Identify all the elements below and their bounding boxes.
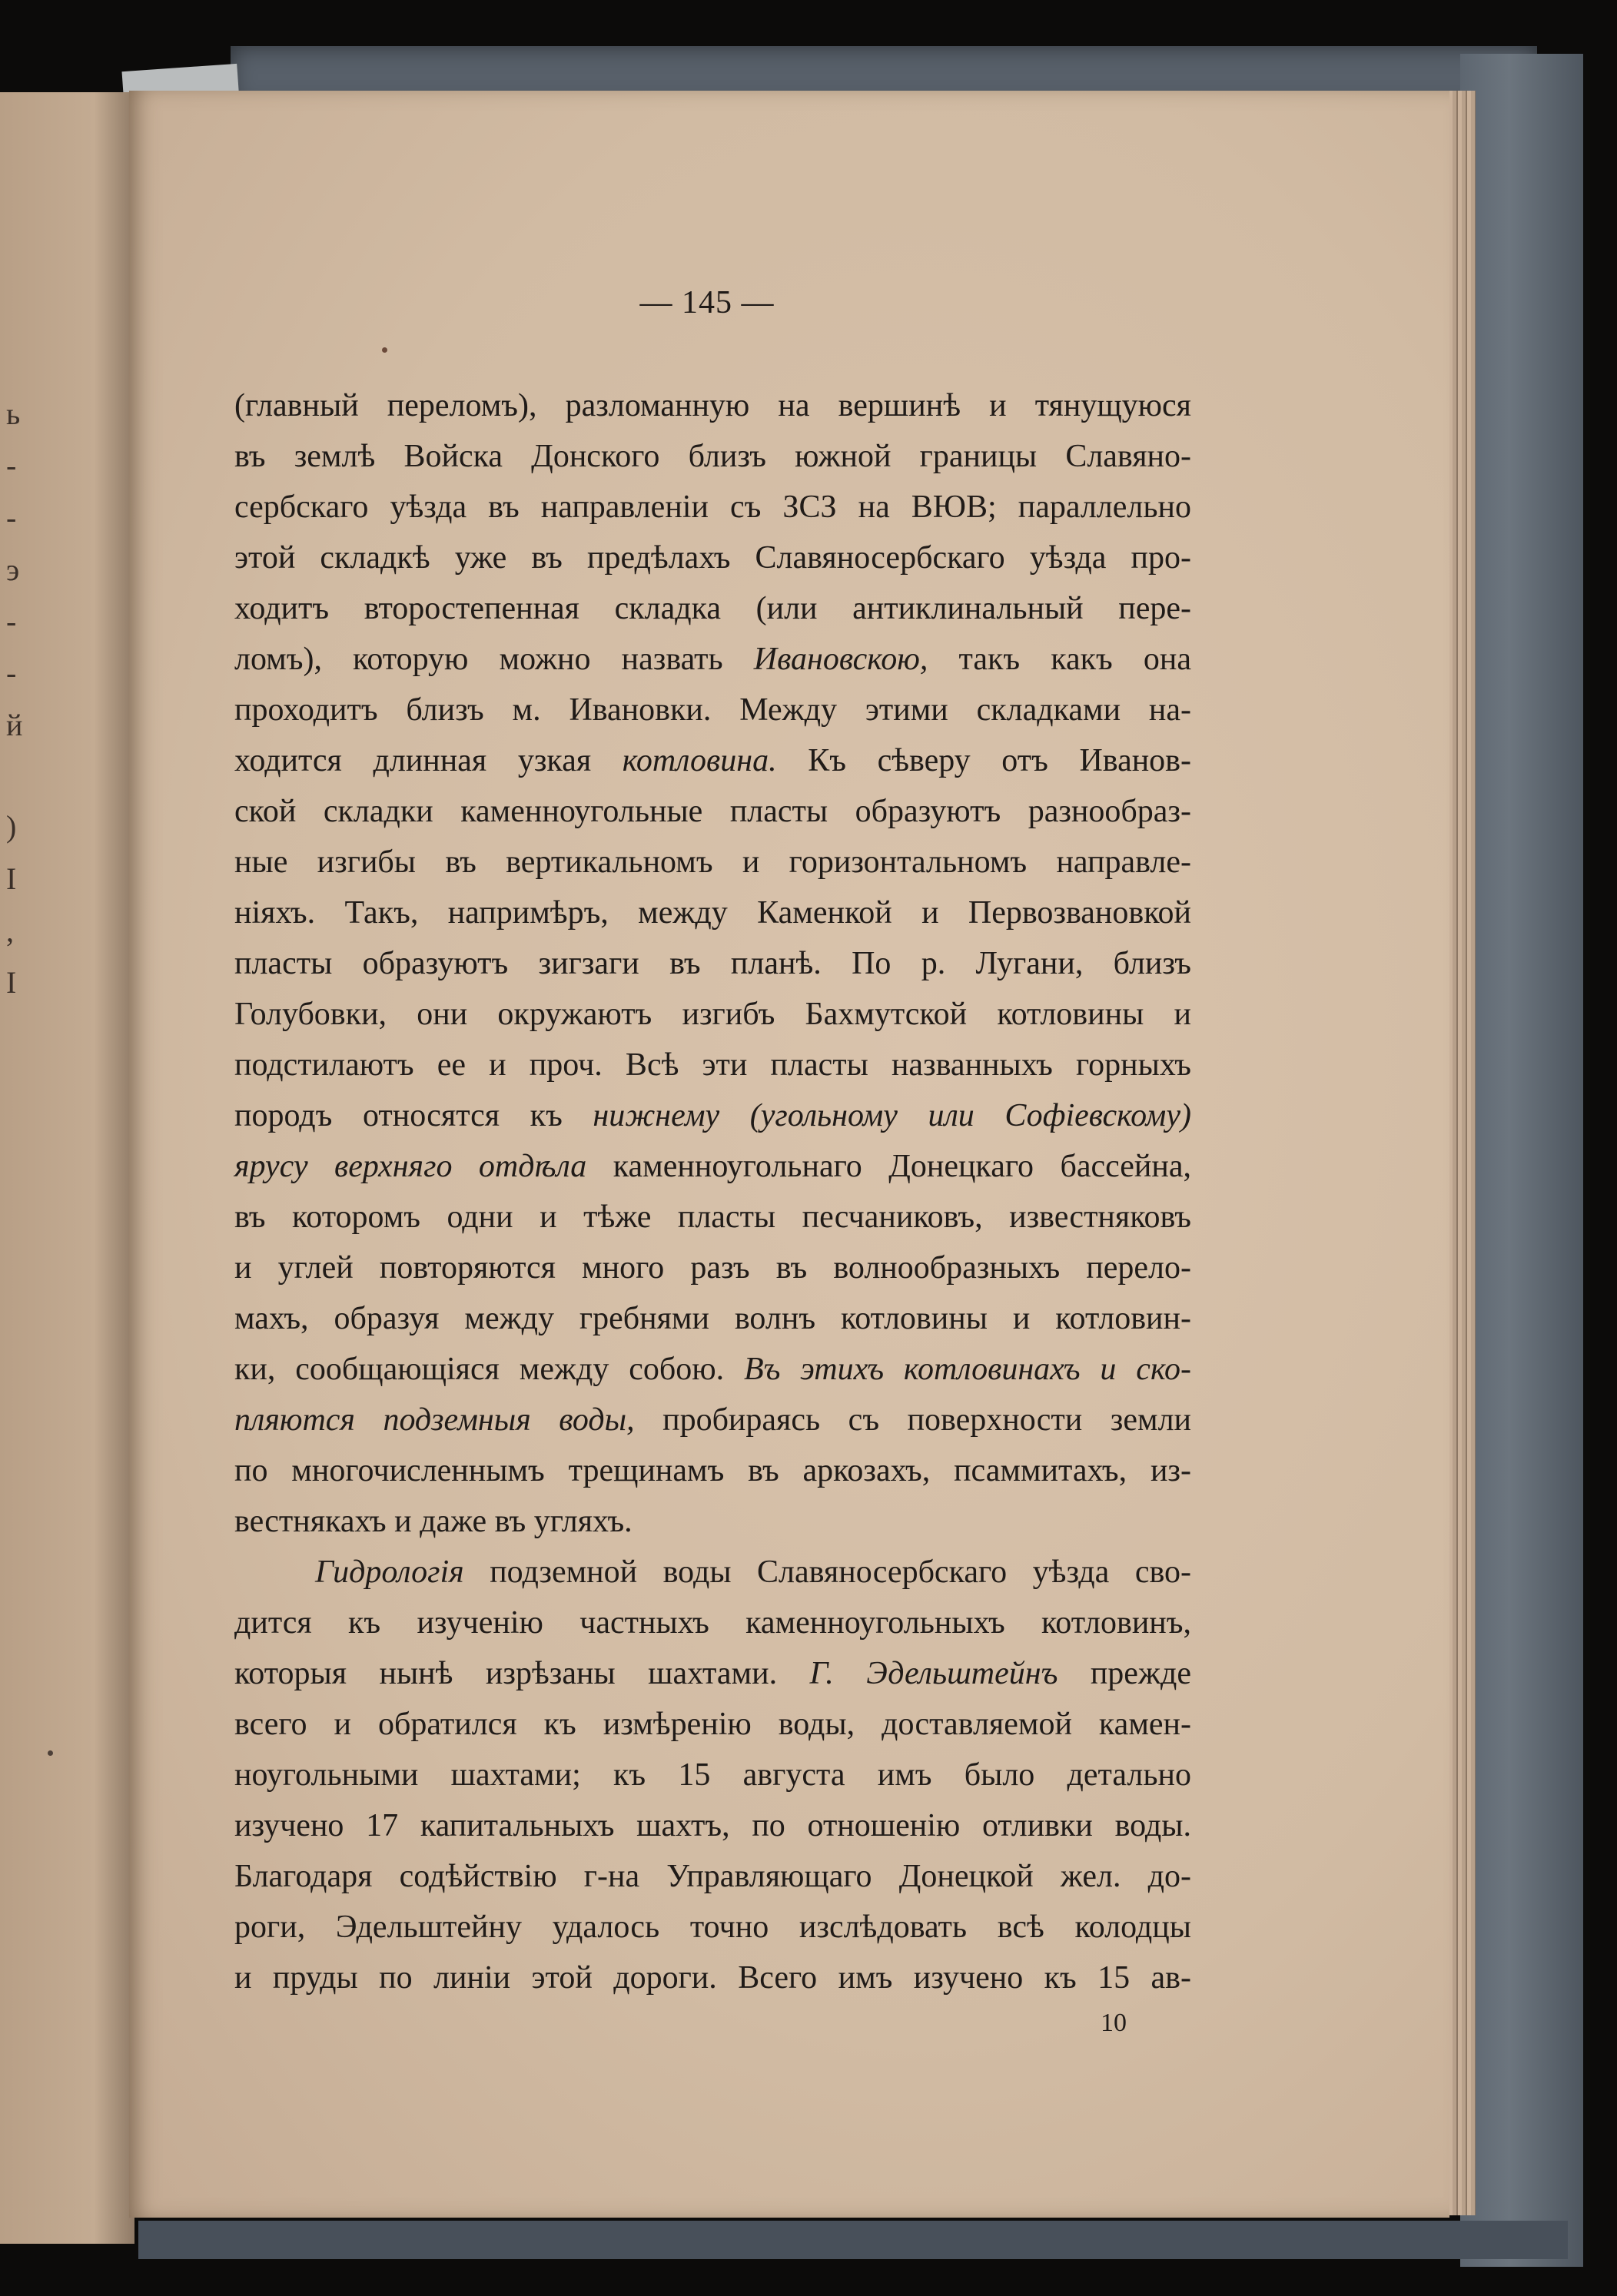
text-line [234,431,1191,482]
text-segment: и пруды по линіи этой дороги. Всего имъ изучено къ 15 ав- [234,1960,1191,1996]
text-segment: (главный переломъ), разломанную на вершинѣ и тянущуюся [234,388,1191,423]
italic-segment: нижнему (угольному или Софіевскому) [593,1098,1191,1133]
text-line [234,1598,1191,1648]
italic-segment: ярусу верхняго отдѣла [234,1149,587,1184]
italic-segment: котловина. [622,743,777,778]
text-line [234,1496,1191,1547]
italic-segment: Г. Эдельштейнъ [809,1656,1058,1691]
text-segment: роги, Эдельштейну удалось точно изслѣдовать всѣ колодцы [234,1909,1191,1945]
book-cover-right [1460,54,1583,2267]
text-segment: Голубовки, они окружаютъ изгибъ Бахмутской котловины и [234,997,1191,1032]
text-segment: дится къ изученію частныхъ каменноугольныхъ котловинъ, [234,1605,1191,1641]
text-segment: ніяхъ. Такъ, напримѣръ, между Каменкой и Первозвановкой [234,895,1191,931]
text-line [234,1699,1191,1750]
text-segment: вестнякахъ и даже въ угляхъ. [234,1504,633,1539]
text-line [234,837,1191,888]
text-segment: ходитъ второстепенная складка (или антиклинальный пере- [234,591,1191,626]
text-segment: пласты образуютъ зигзаги въ планѣ. По р. Лугани, близъ [234,946,1191,981]
text-segment: проходитъ близъ м. Ивановки. Между этими складками на- [234,692,1191,728]
text-line [234,1851,1191,1902]
text-line [234,1953,1191,2003]
text-line [234,1648,1191,1699]
text-line [234,1750,1191,1800]
text-line [234,1344,1191,1395]
text-line [234,1395,1191,1445]
text-segment: и углей повторяются много разъ въ волнообразныхъ перело- [234,1250,1191,1286]
text-line [234,1293,1191,1344]
facing-page-fragment: й [6,708,23,742]
text-line [234,583,1191,634]
text-line [234,1547,1191,1598]
text-segment: въ землѣ Войска Донского близъ южной границы Славяно- [234,439,1191,474]
text-line [234,1445,1191,1496]
facing-page-edge [0,92,134,2244]
text-segment: породъ относятся къ [234,1098,593,1133]
italic-segment: Ивановскою, [753,642,928,677]
facing-page-fragment: - [6,604,17,639]
text-line [234,482,1191,533]
facing-page-fragment: - [6,655,17,690]
text-segment: ные изгибы въ вертикальномъ и горизонтальномъ направле- [234,844,1191,880]
text-segment: которыя нынѣ изрѣзаны шахтами. [234,1656,810,1691]
text-line [234,735,1191,786]
signature-number: 10 [1101,2009,1127,2037]
text-segment: сербскаго уѣзда въ направленіи съ ЗСЗ на ВЮВ; параллельно [234,489,1191,525]
text-segment: такъ какъ она [928,642,1191,677]
text-segment: ноугольными шахтами; къ 15 августа имъ было детально [234,1757,1191,1793]
text-segment: ки, сообщающіяся между собою. [234,1352,745,1387]
text-line [234,938,1191,989]
facing-page-fragment: - [6,448,17,483]
text-line [234,1243,1191,1293]
facing-page-fragment: I [6,861,17,896]
text-line [234,634,1191,685]
text-line [234,533,1191,583]
text-line [234,1192,1191,1243]
body-text [234,380,1191,2003]
text-line [234,786,1191,837]
book-cover-bottom [138,2221,1568,2259]
italic-segment: Гидрологія [315,1554,464,1590]
text-segment: ходится длинная узкая [234,743,623,778]
text-segment: изучено 17 капитальныхъ шахтъ, по отношенію отливки воды. [234,1808,1191,1843]
text-line [234,685,1191,735]
text-segment: прежде [1058,1656,1191,1691]
text-segment: этой складкѣ уже въ предѣлахъ Славяносербскаго уѣзда про- [234,540,1191,576]
facing-page-fragment: - [6,500,17,535]
facing-page-fragment: э [6,552,20,587]
ink-speck [382,347,387,353]
facing-page-fragment: I [6,965,17,1000]
text-line [234,1090,1191,1141]
text-segment: пробираясь съ поверхности земли [634,1402,1192,1438]
text-line [234,1141,1191,1192]
facing-page-fragment: ь [6,396,21,431]
italic-segment: Въ этихъ котловинахъ и ско- [744,1352,1191,1387]
text-line [234,1800,1191,1851]
text-segment: Къ сѣверу отъ Иванов- [776,743,1192,778]
text-segment: ской складки каменноугольные пласты образуютъ разнообраз- [234,794,1191,829]
facing-page-fragment: ) [6,809,17,844]
text-segment: подземной воды Славяносербскаго уѣзда сво- [463,1554,1191,1590]
text-line [234,888,1191,938]
page-number: — 145 — [639,285,775,320]
text-line [234,380,1191,431]
text-segment: ломъ), которую можно назвать [234,642,754,677]
italic-segment: пляются подземныя воды, [234,1402,635,1438]
text-segment: Благодаря содѣйствію г-на Управляющаго Донецкой жел. до- [234,1859,1191,1894]
text-line [234,1040,1191,1090]
text-line [234,989,1191,1040]
text-segment: по многочисленнымъ трещинамъ въ аркозахъ, псаммитахъ, из- [234,1453,1191,1488]
text-segment: каменноугольнаго Донецкаго бассейна, [586,1149,1191,1184]
text-segment: всего и обратился къ измѣренію воды, доставляемой камен- [234,1707,1191,1742]
facing-page-fragment: , [6,914,14,948]
text-line [234,1902,1191,1953]
text-segment: подстилаютъ ее и проч. Всѣ эти пласты названныхъ горныхъ [234,1047,1191,1083]
text-segment: въ которомъ одни и тѣже пласты песчаниковъ, известняковъ [234,1199,1191,1235]
text-segment: махъ, образуя между гребнями волнъ котловины и котловин- [234,1301,1191,1336]
ink-speck [48,1750,53,1756]
